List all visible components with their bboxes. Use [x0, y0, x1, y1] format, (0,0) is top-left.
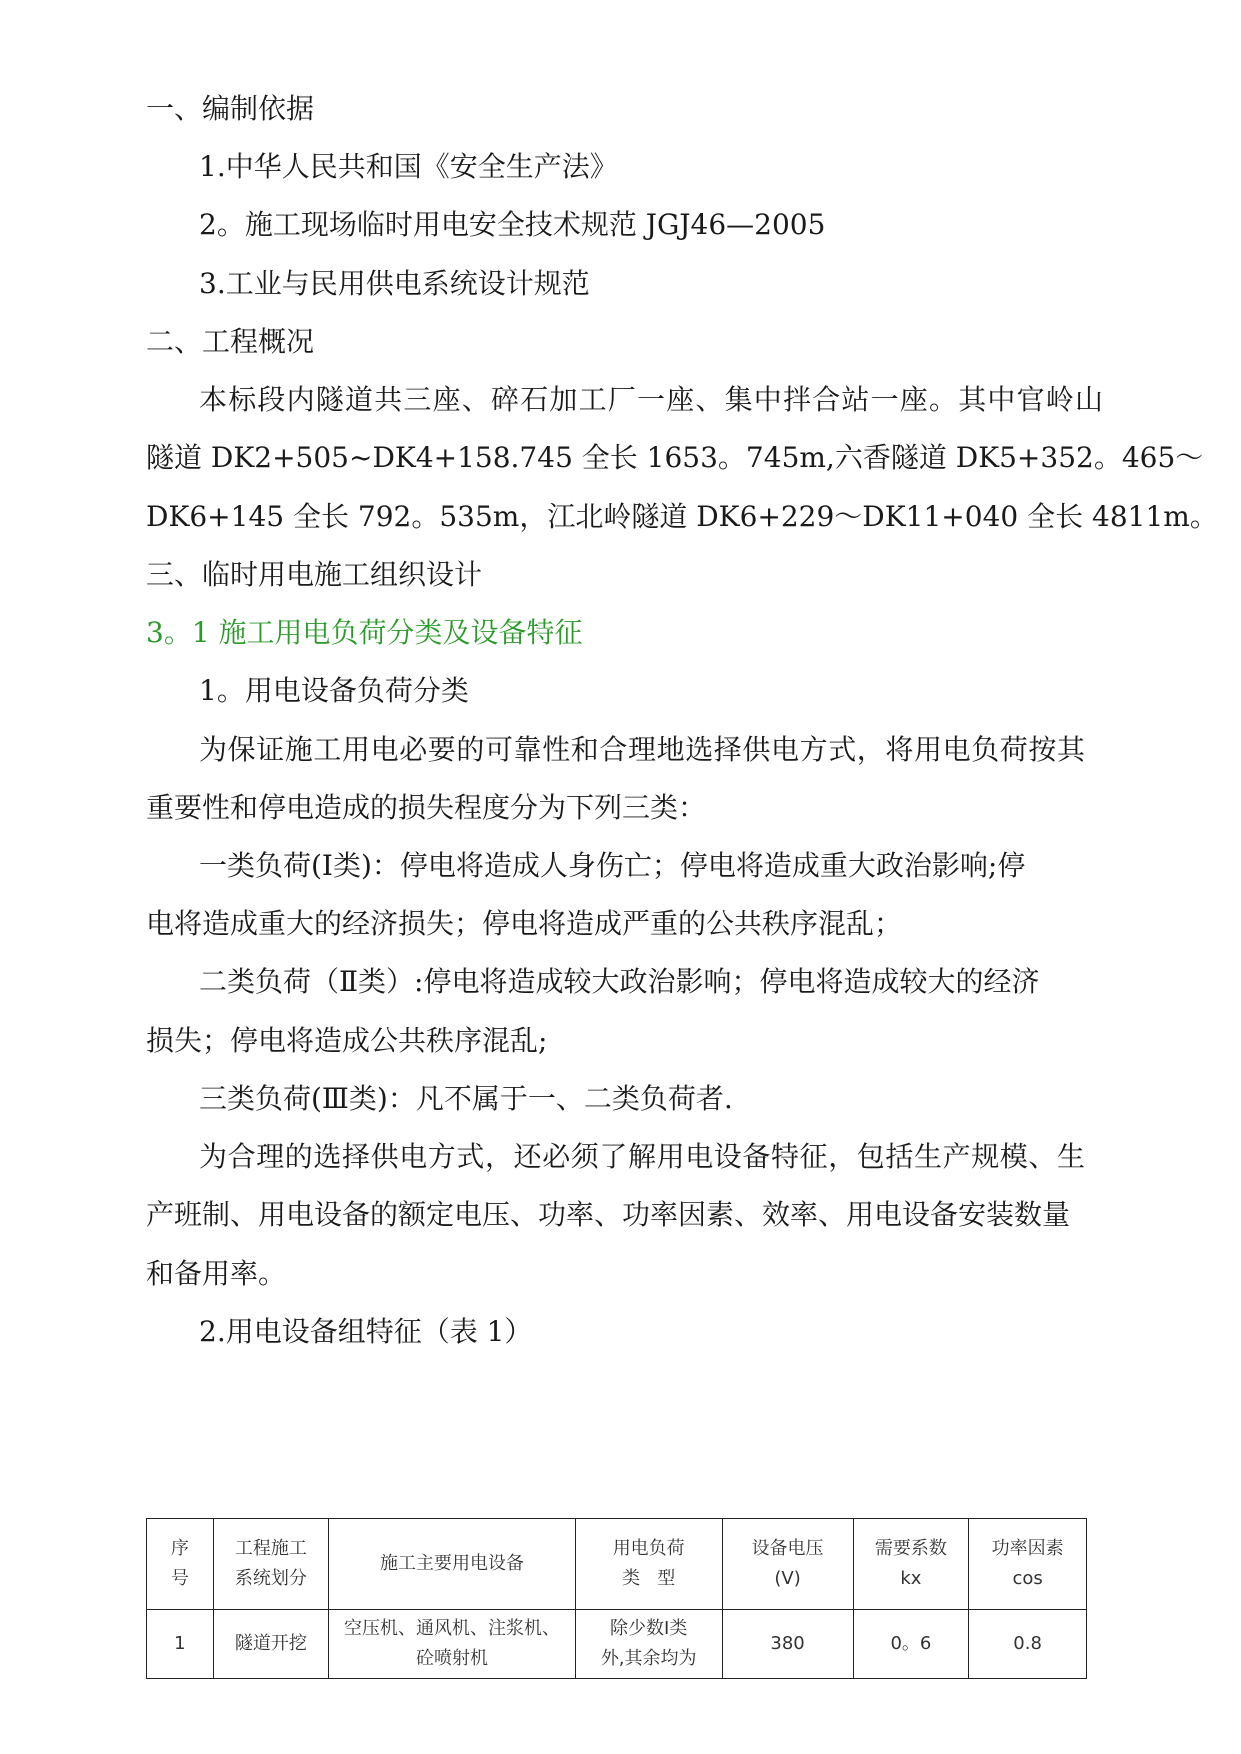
table-row [147, 1610, 1087, 1679]
cell-index: 1 [147, 1610, 214, 1679]
class-1-line-1: 一类负荷(Ⅰ类)：停电将造成人身伤亡；停电将造成重大政治影响;停 [199, 849, 1026, 882]
overview-paragraph-line-3: DK6+145 全长 792。535m，江北岭隧道 DK6+229～DK11+040 全长 4811m。 [146, 500, 1218, 533]
cell-voltage: 380 [722, 1610, 853, 1679]
equipment-features-line-3: 和备用率。 [146, 1257, 287, 1290]
header-load-type: 用电负荷 类 型 [575, 1519, 722, 1610]
class-2-line-1: 二类负荷（Ⅱ类）:停电将造成较大政治影响；停电将造成较大的经济 [199, 965, 1040, 998]
header-equipment: 施工主要用电设备 [329, 1519, 576, 1610]
header-system: 工程施工 系统划分 [213, 1519, 329, 1610]
overview-paragraph-line-1: 本标段内隧道共三座、碎石加工厂一座、集中拌合站一座。其中官岭山 [199, 383, 1105, 416]
table-header-row [147, 1519, 1087, 1610]
cell-demand-factor: 0。6 [853, 1610, 969, 1679]
basis-item-2: 2。施工现场临时用电安全技术规范 JGJ46—2005 [199, 208, 826, 241]
header-demand-factor: 需要系数 kx [853, 1519, 969, 1610]
basis-item-3: 3.工业与民用供电系统设计规范 [199, 267, 590, 300]
header-index: 序 号 [147, 1519, 214, 1610]
equipment-group-table [146, 1518, 1087, 1679]
cell-system: 隧道开挖 [213, 1610, 329, 1679]
overview-paragraph-line-2: 隧道 DK2+505~DK4+158.745 全长 1653。745m,六香隧道 DK5+352。465～ [146, 441, 1204, 474]
header-voltage: 设备电压 (V) [722, 1519, 853, 1610]
section-heading-basis: 一、编制依据 [146, 92, 315, 125]
cell-load-type: 除少数Ⅰ类 外,其余均为 [575, 1610, 722, 1679]
cell-power-factor: 0.8 [969, 1610, 1087, 1679]
section-heading-overview: 二、工程概况 [146, 325, 315, 358]
cell-equipment: 空压机、通风机、注浆机、 砼喷射机 [329, 1610, 576, 1679]
equipment-features-line-1: 为合理的选择供电方式，还必须了解用电设备特征，包括生产规模、生 [199, 1140, 1086, 1173]
table-caption: 2.用电设备组特征（表 1） [199, 1315, 533, 1348]
class-3-line: 三类负荷(Ⅲ类)：凡不属于一、二类负荷者. [199, 1082, 733, 1115]
classification-intro-line-2: 重要性和停电造成的损失程度分为下列三类： [146, 791, 707, 824]
section-heading-design: 三、临时用电施工组织设计 [146, 558, 483, 591]
equipment-features-line-2: 产班制、用电设备的额定电压、功率、功率因素、效率、用电设备安装数量 [146, 1198, 1071, 1231]
class-1-line-2: 电将造成重大的经济损失；停电将造成严重的公共秩序混乱； [146, 907, 903, 940]
subsection-heading-3-1: 3。1 施工用电负荷分类及设备特征 [146, 616, 583, 649]
header-power-factor: 功率因素 cos [969, 1519, 1087, 1610]
load-classification-heading: 1。用电设备负荷分类 [199, 674, 469, 707]
classification-intro-line-1: 为保证施工用电必要的可靠性和合理地选择供电方式，将用电负荷按其 [199, 733, 1086, 766]
basis-item-1: 1.中华人民共和国《安全生产法》 [199, 150, 618, 183]
class-2-line-2: 损失；停电将造成公共秩序混乱; [146, 1024, 548, 1057]
